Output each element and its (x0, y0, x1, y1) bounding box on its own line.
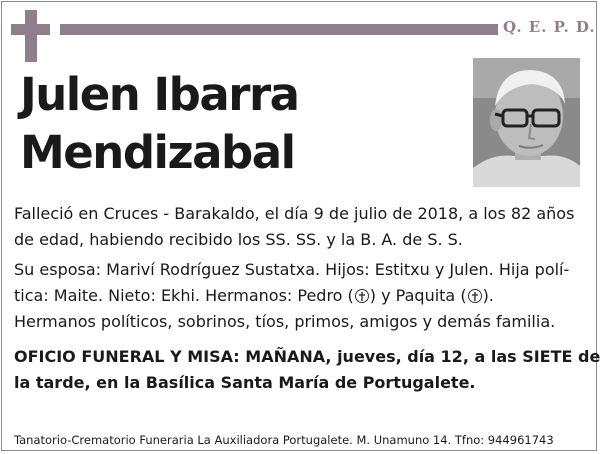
text-line: Falleció en Cruces - Barakaldo, el día 9 de julio de 2018, a los 82 años (14, 204, 575, 223)
text-segment: ). (482, 286, 494, 305)
funeral-service-paragraph (14, 344, 600, 396)
portrait-photo (473, 58, 580, 187)
header-rule (60, 24, 498, 35)
cross-icon (25, 10, 37, 62)
cross-icon-arm (11, 24, 50, 35)
deceased-name-line-1: Julen Ibarra (20, 68, 299, 121)
deceased-cross-icon (468, 289, 482, 303)
text-line: Su esposa: Mariví Rodríguez Sustatxa. Hijos: Estitxu y Julen. Hija polí- (14, 260, 570, 279)
qepd-label: Q. E. P. D. (503, 18, 596, 36)
text-line: OFICIO FUNERAL Y MISA: MAÑANA, jueves, día 12, a las SIETE de (14, 347, 600, 366)
deceased-name-line-2: Mendizabal (20, 126, 295, 179)
death-notice-paragraph (14, 201, 586, 253)
text-line: la tarde, en la Basílica Santa María de Portugalete. (14, 373, 476, 392)
text-line: Hermanos políticos, sobrinos, tíos, primos, amigos y demás familia. (14, 312, 556, 331)
portrait-illustration (473, 58, 580, 187)
funeral-home-footer: Tanatorio-Crematorio Funeraria La Auxiliadora Portugalete. M. Unamuno 14. Tfno: 944961743 (14, 433, 554, 447)
text-segment: tica: Maite. Nieto: Ekhi. Hermanos: Pedro ( (14, 286, 354, 305)
text-line-with-crosses (14, 283, 586, 309)
text-line: de edad, habiendo recibido los SS. SS. y la B. A. de S. S. (14, 230, 463, 249)
deceased-cross-icon (355, 289, 369, 303)
family-paragraph (14, 257, 586, 335)
text-segment: ) y Paquita ( (369, 286, 467, 305)
